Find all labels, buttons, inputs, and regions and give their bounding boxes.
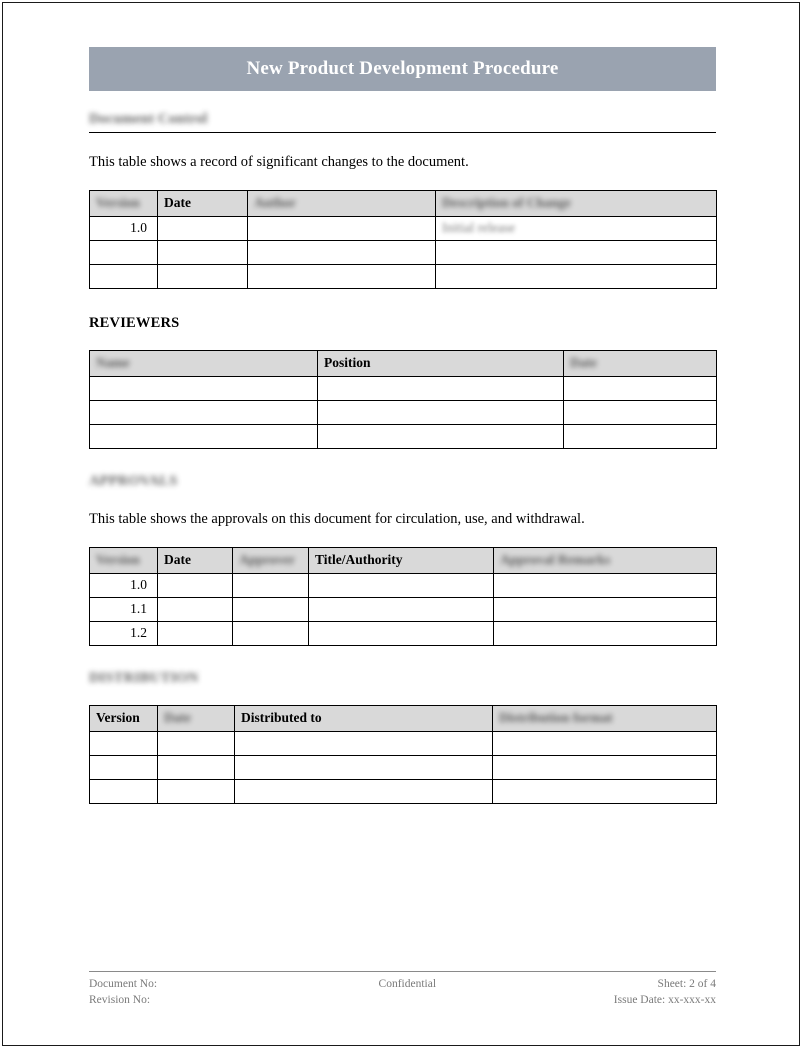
approvals-intro: This table shows the approvals on this document for circulation, use, and withdrawal. xyxy=(89,510,585,527)
column-header-date-label: Date xyxy=(164,710,191,726)
cell-position[interactable] xyxy=(318,400,564,424)
cell-name[interactable] xyxy=(90,376,318,400)
document-control-table xyxy=(89,190,717,289)
column-header-distributed-to-label: Distributed to xyxy=(241,710,322,726)
column-header-author xyxy=(248,190,436,216)
cell-description-of-change[interactable] xyxy=(436,264,717,288)
cell-approval-remarks[interactable] xyxy=(494,597,717,621)
approvals-table xyxy=(89,547,717,646)
cell-version[interactable]: 1.0 xyxy=(90,573,158,597)
column-header-version xyxy=(90,547,158,573)
cell-author[interactable] xyxy=(248,240,436,264)
cell-title-authority[interactable] xyxy=(309,573,494,597)
cell-version[interactable] xyxy=(90,755,158,779)
column-header-date-label: Date xyxy=(164,552,191,568)
cell-version[interactable] xyxy=(90,779,158,803)
cell-date[interactable] xyxy=(158,240,248,264)
page-footer xyxy=(89,971,716,1008)
column-header-name-label: Name xyxy=(96,355,130,371)
column-header-description-of-change-label: Description of Change xyxy=(442,195,571,211)
cell-date[interactable] xyxy=(158,779,235,803)
footer-row-top xyxy=(89,977,716,993)
cell-distributed-to[interactable] xyxy=(235,731,493,755)
cell-description-of-change[interactable] xyxy=(436,240,717,264)
cell-date[interactable] xyxy=(158,597,233,621)
cell-distribution-format[interactable] xyxy=(493,779,717,803)
column-header-version xyxy=(90,705,158,731)
table-header-row xyxy=(90,350,717,376)
table-row xyxy=(90,573,717,597)
column-header-author-label: Author xyxy=(254,195,297,211)
cell-description-of-change[interactable]: Initial release xyxy=(436,216,717,240)
cell-date[interactable] xyxy=(158,621,233,645)
table-row xyxy=(90,424,717,448)
cell-date[interactable] xyxy=(158,731,235,755)
cell-approver[interactable] xyxy=(233,621,309,645)
section-heading-approvals-label: APPROVALS xyxy=(89,472,178,489)
column-header-position xyxy=(318,350,564,376)
table-row xyxy=(90,779,717,803)
table-row xyxy=(90,731,717,755)
column-header-version xyxy=(90,190,158,216)
section-heading-approvals xyxy=(89,473,716,490)
cell-date[interactable] xyxy=(158,573,233,597)
footer-issue-date: Issue Date: xx-xxx-xx xyxy=(613,993,716,1006)
footer-revision-no: Revision No: xyxy=(89,993,151,1006)
cell-approver[interactable] xyxy=(233,597,309,621)
table-row xyxy=(90,400,717,424)
column-header-date xyxy=(158,547,233,573)
column-header-date xyxy=(158,705,235,731)
column-header-version-label: Version xyxy=(96,195,140,211)
column-header-distribution-format-label: Distribution format xyxy=(499,710,613,726)
section-heading-document-control-label: Document Control xyxy=(89,111,208,127)
column-header-version-label: Version xyxy=(96,552,140,568)
document-body xyxy=(89,47,716,804)
cell-date[interactable] xyxy=(158,216,248,240)
table-row xyxy=(90,264,717,288)
column-header-approval-remarks-label: Approval Remarks xyxy=(500,552,611,568)
cell-version[interactable]: 1.1 xyxy=(90,597,158,621)
cell-date[interactable] xyxy=(564,424,717,448)
column-header-description-of-change xyxy=(436,190,717,216)
cell-version[interactable] xyxy=(90,264,158,288)
distribution-table xyxy=(89,705,717,804)
cell-distributed-to[interactable] xyxy=(235,755,493,779)
cell-title-authority[interactable] xyxy=(309,597,494,621)
section-heading-reviewers xyxy=(89,315,716,332)
document-control-intro: This table shows a record of significant changes to the document. xyxy=(89,154,469,170)
table-header-row xyxy=(90,190,717,216)
column-header-distribution-format xyxy=(493,705,717,731)
cell-version[interactable]: 1.2 xyxy=(90,621,158,645)
cell-distribution-format[interactable] xyxy=(493,755,717,779)
table-row xyxy=(90,621,717,645)
column-header-date xyxy=(564,350,717,376)
cell-version[interactable]: 1.0 xyxy=(90,216,158,240)
document-page xyxy=(2,2,800,1046)
cell-name[interactable] xyxy=(90,424,318,448)
cell-distributed-to[interactable] xyxy=(235,779,493,803)
footer-row-bottom xyxy=(89,993,716,1009)
footer-sheet-number: Sheet: 2 of 4 xyxy=(657,978,716,990)
cell-date[interactable] xyxy=(158,755,235,779)
reviewers-table xyxy=(89,350,717,449)
table-row xyxy=(90,240,717,264)
cell-approver[interactable] xyxy=(233,573,309,597)
cell-date[interactable] xyxy=(158,264,248,288)
section-heading-reviewers-label: REVIEWERS xyxy=(89,314,180,331)
footer-document-no: Document No: xyxy=(89,978,158,990)
column-header-approval-remarks xyxy=(494,547,717,573)
cell-date[interactable] xyxy=(564,400,717,424)
section-heading-distribution-label: DISTRIBUTION xyxy=(89,669,199,686)
cell-title-authority[interactable] xyxy=(309,621,494,645)
cell-approval-remarks[interactable] xyxy=(494,621,717,645)
column-header-approver-label: Approver xyxy=(239,552,295,568)
column-header-name xyxy=(90,350,318,376)
cell-date[interactable] xyxy=(564,376,717,400)
cell-position[interactable] xyxy=(318,376,564,400)
table-row xyxy=(90,597,717,621)
table-row xyxy=(90,216,717,240)
column-header-title-authority xyxy=(309,547,494,573)
cell-distribution-format[interactable] xyxy=(493,731,717,755)
column-header-version-label: Version xyxy=(96,710,140,726)
column-header-date xyxy=(158,190,248,216)
table-row xyxy=(90,755,717,779)
footer-confidential: Confidential xyxy=(378,978,437,990)
table-header-row xyxy=(90,705,717,731)
cell-version[interactable] xyxy=(90,731,158,755)
section-heading-document-control xyxy=(89,111,716,133)
column-header-title-authority-label: Title/Authority xyxy=(315,552,403,568)
column-header-date-label: Date xyxy=(570,355,597,371)
page-title: New Product Development Procedure xyxy=(246,58,559,79)
cell-name[interactable] xyxy=(90,400,318,424)
table-row xyxy=(90,376,717,400)
cell-author[interactable] xyxy=(248,264,436,288)
table-header-row xyxy=(90,547,717,573)
column-header-approver xyxy=(233,547,309,573)
cell-position[interactable] xyxy=(318,424,564,448)
column-header-date-label: Date xyxy=(164,195,191,211)
document-title-banner xyxy=(89,47,716,91)
section-heading-distribution xyxy=(89,670,716,687)
cell-version[interactable] xyxy=(90,240,158,264)
cell-author[interactable] xyxy=(248,216,436,240)
cell-approval-remarks[interactable] xyxy=(494,573,717,597)
column-header-position-label: Position xyxy=(324,355,371,371)
column-header-distributed-to xyxy=(235,705,493,731)
